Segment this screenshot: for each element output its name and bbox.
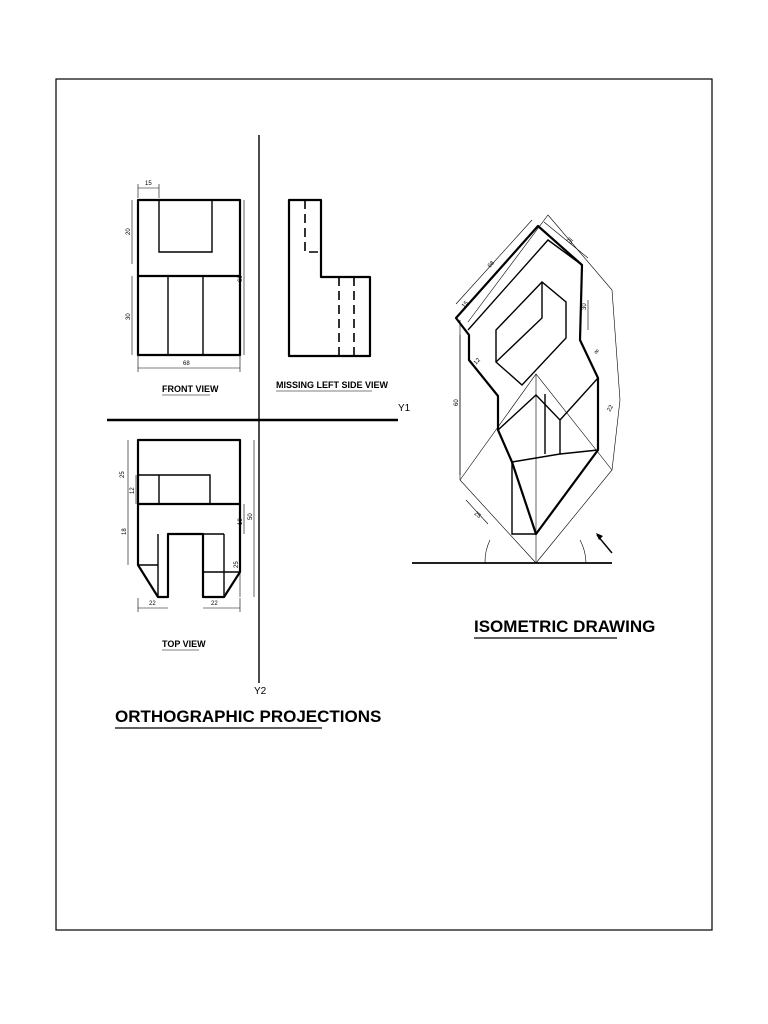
top-dim-right-base: 22 xyxy=(211,601,218,607)
iso-dim-left-12: 12 xyxy=(473,357,482,367)
top-dim-back-depth: 25 xyxy=(120,471,126,478)
axis-label-y2: Y2 xyxy=(254,686,267,697)
iso-dim-right-8: 8 xyxy=(592,348,600,356)
top-dim-mid-depth: 18 xyxy=(122,528,128,535)
top-dim-total-depth: 50 xyxy=(248,513,254,520)
top-dim-step: 10 xyxy=(238,518,244,525)
axis-label-y1: Y1 xyxy=(398,403,411,414)
front-dim-total-height: 60 xyxy=(238,275,244,282)
side-view xyxy=(276,200,389,391)
top-dim-left-base: 22 xyxy=(149,601,156,607)
front-view-label: FRONT VIEW xyxy=(162,384,219,394)
front-dim-upper-height: 20 xyxy=(126,228,132,235)
side-view-label: MISSING LEFT SIDE VIEW xyxy=(276,380,389,390)
top-view xyxy=(120,440,254,650)
isometric-drawing xyxy=(412,215,620,563)
front-dim-total-width: 68 xyxy=(183,361,190,367)
iso-dim-top-30: 30 xyxy=(582,303,588,310)
top-dim-notch-depth: 25 xyxy=(234,561,240,568)
top-view-label: TOP VIEW xyxy=(162,639,206,649)
iso-dim-width: 25 xyxy=(564,236,574,246)
iso-dim-base-25: 25 xyxy=(472,510,482,520)
iso-dim-right-22: 22 xyxy=(606,404,616,413)
top-dim-slot-depth: 12 xyxy=(130,487,136,494)
front-dim-top-width: 15 xyxy=(145,181,152,187)
orthographic-title: ORTHOGRAPHIC PROJECTIONS xyxy=(115,707,382,726)
iso-dim-length: 68 xyxy=(487,260,496,270)
projection-axes xyxy=(107,135,411,697)
front-view xyxy=(126,181,244,395)
front-dim-lower-height: 30 xyxy=(126,313,132,320)
iso-dim-top-15: 15 xyxy=(461,300,470,310)
isometric-title: ISOMETRIC DRAWING xyxy=(474,617,656,636)
iso-dim-height: 60 xyxy=(454,399,460,406)
